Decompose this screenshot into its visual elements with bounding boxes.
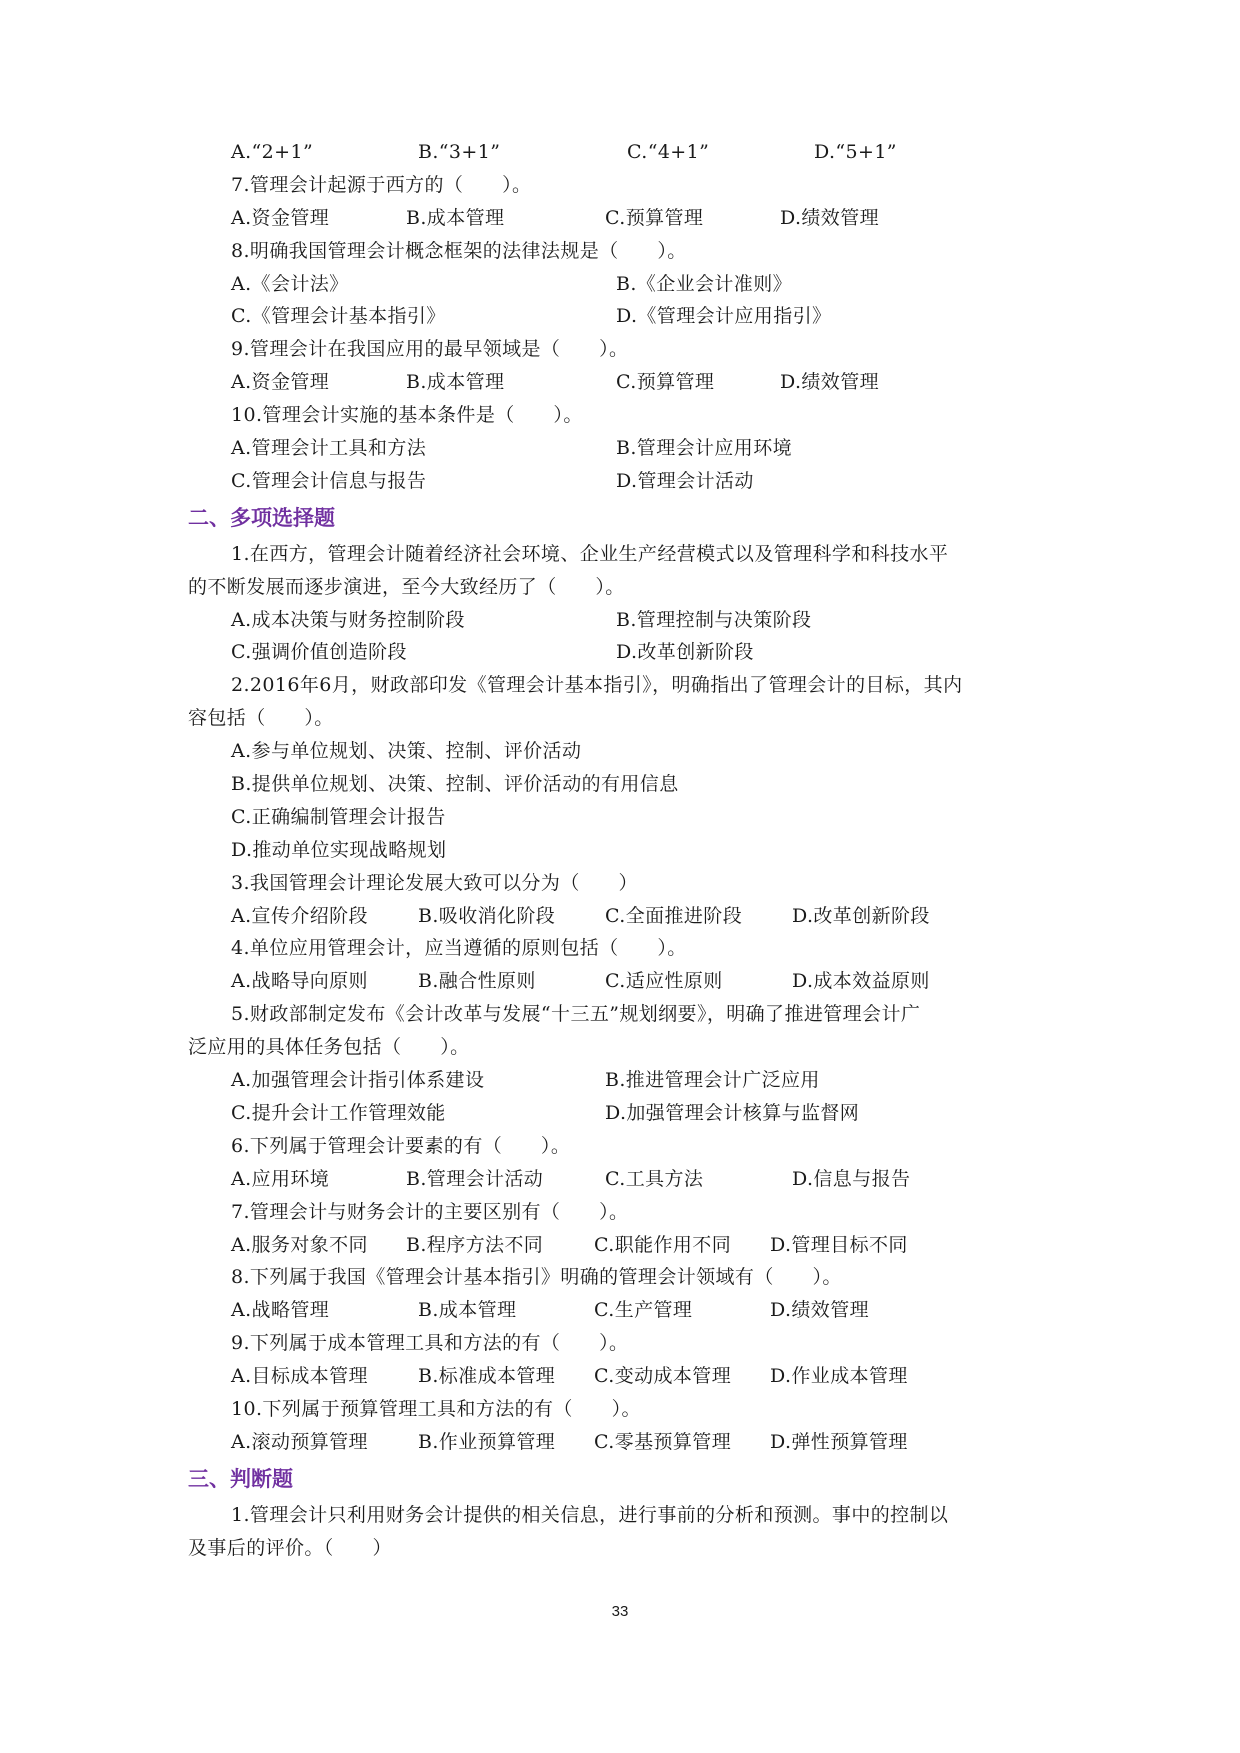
option-c: C.职能作用不同	[594, 1233, 732, 1256]
option-c: C.适应性原则	[605, 970, 723, 993]
option-a: A.管理会计工具和方法	[231, 437, 427, 460]
question-text: 10.下列属于预算管理工具和方法的有（ ）。	[231, 1397, 641, 1420]
option-a: A.加强管理会计指引体系建设	[231, 1069, 485, 1092]
question-text: 9.下列属于成本管理工具和方法的有（ ）。	[231, 1332, 629, 1355]
option-row	[0, 268, 1240, 301]
option-a: A.“2+1”	[231, 141, 314, 163]
option-a: A.战略管理	[231, 1299, 330, 1322]
option-a: A.应用环境	[231, 1167, 330, 1190]
question-text: 4.单位应用管理会计，应当遵循的原则包括（ ）。	[231, 937, 687, 960]
option-d: D.成本效益原则	[792, 970, 930, 993]
option-d: D.《管理会计应用指引》	[616, 305, 832, 328]
option-b: B.成本管理	[406, 206, 505, 229]
option-row	[0, 1163, 1240, 1196]
option-row	[0, 1426, 1240, 1459]
question-text: 3.我国管理会计理论发展大致可以分为（ ）	[231, 871, 638, 894]
question-text: 6.下列属于管理会计要素的有（ ）。	[231, 1134, 571, 1157]
option-c: C.“4+1”	[627, 141, 710, 163]
option-b: B.“3+1”	[418, 141, 501, 163]
document-body	[0, 136, 1240, 1565]
question-text: 7.管理会计起源于西方的（ ）。	[231, 173, 532, 196]
option-a: A.资金管理	[231, 206, 330, 229]
option-d: D.管理目标不同	[770, 1233, 908, 1256]
option-c: C.《管理会计基本指引》	[231, 305, 446, 328]
question-text: 9.管理会计在我国应用的最早领域是（ ）。	[231, 338, 629, 361]
option-c: C.全面推进阶段	[605, 904, 743, 927]
option-b: B.吸收消化阶段	[418, 904, 556, 927]
option-b: B.成本管理	[418, 1299, 517, 1322]
option-a: A.参与单位规划、决策、控制、评价活动	[231, 740, 582, 763]
section-heading: 三、判断题	[188, 1466, 293, 1491]
question-text: 8.下列属于我国《管理会计基本指引》明确的管理会计领域有（ ）。	[231, 1266, 842, 1289]
option-a: A.目标成本管理	[231, 1365, 368, 1388]
option-a: A.服务对象不同	[231, 1233, 368, 1256]
option-d: D.绩效管理	[770, 1299, 869, 1322]
question-text: 1.在西方，管理会计随着经济社会环境、企业生产经营模式以及管理科学和科技水平	[231, 542, 949, 565]
option-c: C.预算管理	[605, 206, 704, 229]
option-b: B.管理会计应用环境	[616, 437, 793, 460]
option-a: A.滚动预算管理	[231, 1430, 368, 1453]
question-text: 5.财政部制定发布《会计改革与发展“十三五”规划纲要》，明确了推进管理会计广	[231, 1003, 921, 1026]
option-a: A.宣传介绍阶段	[231, 904, 368, 927]
question-text: 10.管理会计实施的基本条件是（ ）。	[231, 404, 583, 427]
option-d: D.“5+1”	[814, 141, 897, 163]
option-b: B.提供单位规划、决策、控制、评价活动的有用信息	[231, 773, 679, 796]
question-text: 8.明确我国管理会计概念框架的法律法规是（ ）。	[231, 239, 687, 262]
option-row	[0, 636, 1240, 669]
option-c: C.零基预算管理	[594, 1430, 732, 1453]
option-c: C.生产管理	[594, 1299, 693, 1322]
option-row	[0, 300, 1240, 333]
question-text-continued: 泛应用的具体任务包括（ ）。	[188, 1036, 470, 1059]
option-d: D.加强管理会计核算与监督网	[605, 1101, 860, 1124]
option-b: B.《企业会计准则》	[616, 272, 793, 295]
option-d: D.绩效管理	[780, 206, 879, 229]
question-text: 1.管理会计只利用财务会计提供的相关信息，进行事前的分析和预测。事中的控制以	[231, 1503, 949, 1526]
option-b: B.管理会计活动	[406, 1167, 544, 1190]
option-b: B.程序方法不同	[406, 1233, 544, 1256]
option-b: B.作业预算管理	[418, 1430, 556, 1453]
option-b: B.管理控制与决策阶段	[616, 608, 812, 631]
option-d: D.作业成本管理	[770, 1365, 908, 1388]
option-row	[0, 1064, 1240, 1097]
option-c: C.管理会计信息与报告	[231, 469, 427, 492]
option-a: A.资金管理	[231, 371, 330, 394]
option-c: C.变动成本管理	[594, 1365, 732, 1388]
question-text-continued: 容包括（ ）。	[188, 707, 334, 730]
option-d: D.改革创新阶段	[616, 641, 754, 664]
option-b: B.标准成本管理	[418, 1365, 556, 1388]
option-d: D.绩效管理	[780, 371, 879, 394]
option-c: C.正确编制管理会计报告	[231, 805, 446, 828]
option-b: B.融合性原则	[418, 970, 536, 993]
option-d: D.弹性预算管理	[770, 1430, 908, 1453]
option-row	[0, 604, 1240, 637]
option-row	[0, 202, 1240, 235]
question-text-continued: 的不断发展而逐步演进，至今大致经历了（ ）。	[188, 575, 625, 598]
question-text: 7.管理会计与财务会计的主要区别有（ ）。	[231, 1200, 629, 1223]
option-c: C.提升会计工作管理效能	[231, 1101, 446, 1124]
section-heading: 二、多项选择题	[188, 505, 335, 530]
option-row	[0, 1294, 1240, 1327]
option-d: D.管理会计活动	[616, 469, 754, 492]
option-c: C.预算管理	[616, 371, 715, 394]
question-text-continued: 及事后的评价。（ ）	[188, 1536, 392, 1559]
option-row	[0, 1229, 1240, 1262]
option-c: C.强调价值创造阶段	[231, 641, 407, 664]
option-d: D.推动单位实现战略规划	[231, 838, 447, 861]
option-row	[0, 1360, 1240, 1393]
option-row	[0, 136, 1240, 169]
option-a: A.战略导向原则	[231, 970, 368, 993]
option-c: C.工具方法	[605, 1167, 704, 1190]
option-d: D.信息与报告	[792, 1167, 911, 1190]
option-row	[0, 465, 1240, 498]
option-a: A.《会计法》	[231, 272, 349, 295]
option-a: A.成本决策与财务控制阶段	[231, 608, 465, 631]
option-d: D.改革创新阶段	[792, 904, 930, 927]
option-row	[0, 1097, 1240, 1130]
option-b: B.成本管理	[406, 371, 505, 394]
option-row	[0, 965, 1240, 998]
question-text: 2.2016年6月，财政部印发《管理会计基本指引》，明确指出了管理会计的目标，其内	[231, 674, 963, 697]
page-number: 33	[611, 1603, 629, 1620]
option-row	[0, 900, 1240, 933]
option-row	[0, 432, 1240, 465]
option-b: B.推进管理会计广泛应用	[605, 1069, 820, 1092]
option-row	[0, 366, 1240, 399]
